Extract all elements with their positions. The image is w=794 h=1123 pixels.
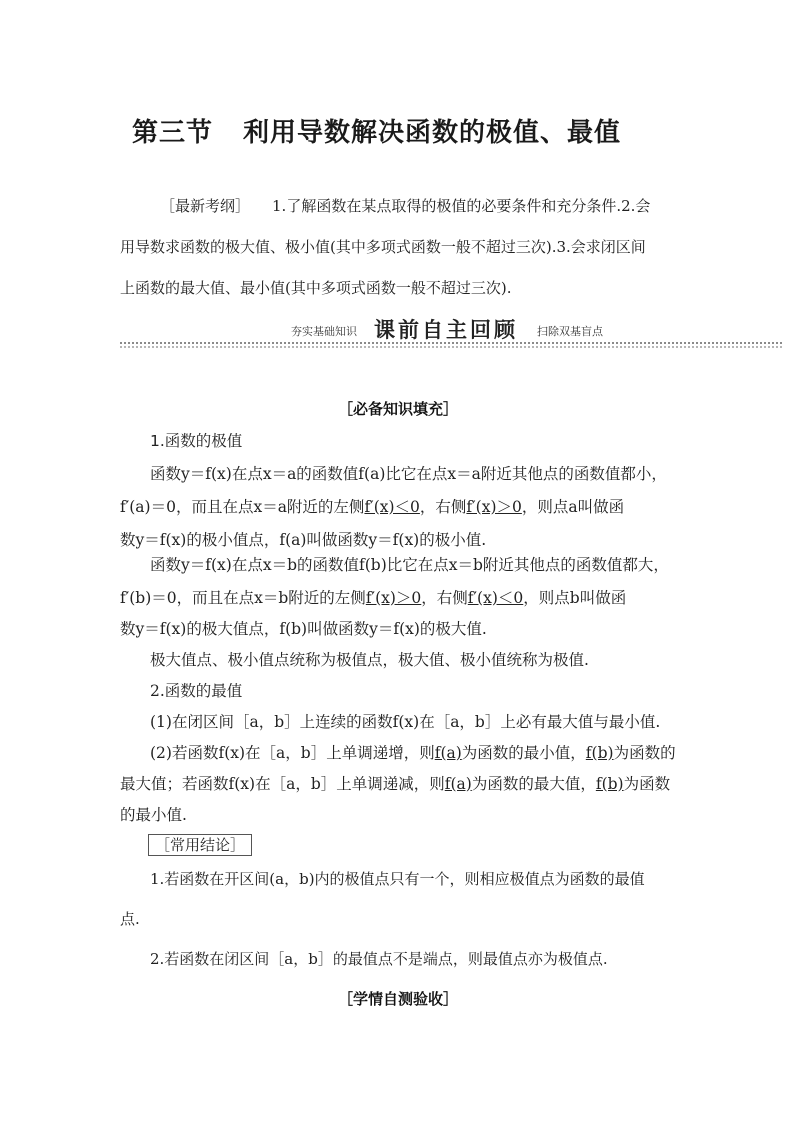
maxmin-para-2-line-1: (2)若函数f(x)在［a，b］上单调递增，则f(a)为函数的最小值，f(b)为函数的 [150,744,676,762]
answer-blank: f(a) [434,744,462,762]
max-para-line-1: 函数y＝f(x)在点x＝b的函数值f(b)比它在点x＝b附近其他点的函数值都大， [150,556,669,574]
item-heading-maxmin: 2.函数的最值 [150,682,243,700]
answer-blank: f′(x)＞0 [365,589,422,607]
section-heading-knowledge: ［必备知识填充］ [338,400,459,418]
syllabus-line-3: 上函数的最大值、最小值(其中多项式函数一般不超过三次). [120,279,512,297]
item-heading-extremum: 1.函数的极值 [150,432,243,450]
conclusion-1-line-2: 点. [120,910,140,928]
conclusion-2: 2.若函数在闭区间［a，b］的最值点不是端点，则最值点亦为极值点. [150,950,608,968]
answer-blank: f′(x)＜0 [364,498,420,516]
extremum-note: 极大值点、极小值点统称为极值点，极大值、极小值统称为极值. [150,651,589,669]
min-para-line-2: f′(a)＝0，而且在点x＝a附近的左侧f′(x)＜0，右侧f′(x)＞0，则点a叫做函 [120,498,625,516]
page-title: 第三节 利用导数解决函数的极值、最值 [132,118,622,148]
banner-title: 课前自主回顾 [374,318,518,342]
banner-left-text: 夯实基础知识 [291,325,357,338]
answer-blank: f(b) [585,744,614,762]
answer-blank: f′(x)＞0 [466,498,522,516]
banner-right-text: 扫除双基盲点 [537,325,603,338]
min-para-line-3: 数y＝f(x)的极小值点，f(a)叫做函数y＝f(x)的极小值. [120,531,487,549]
banner-divider-secondary [120,346,782,348]
maxmin-para-2-line-2: 最大值；若函数f(x)在［a，b］上单调递减，则f(a)为函数的最大值，f(b)为函数 [120,775,671,793]
section-heading-selftest: ［学情自测验收］ [338,990,459,1008]
answer-blank: f(a) [444,775,472,793]
answer-blank: f′(x)＜0 [467,589,524,607]
max-para-line-3: 数y＝f(x)的极大值点，f(b)叫做函数y＝f(x)的极大值. [120,620,487,638]
syllabus-line-2: 用导数求函数的极大值、极小值(其中多项式函数一般不超过三次).3.会求闭区间 [120,238,646,256]
answer-blank: f(b) [595,775,624,793]
common-conclusions-label: ［常用结论］ [148,834,252,855]
conclusion-1-line-1: 1.若函数在开区间(a，b)内的极值点只有一个，则相应极值点为函数的最值 [150,870,645,888]
maxmin-para-2-line-3: 的最小值. [120,806,187,824]
syllabus-label: ［最新考纲］ [160,197,251,215]
banner-divider [120,342,782,344]
maxmin-para-1: (1)在闭区间［a，b］上连续的函数f(x)在［a，b］上必有最大值与最小值. [150,713,661,731]
max-para-line-2: f′(b)＝0，而且在点x＝b附近的左侧f′(x)＞0，右侧f′(x)＜0，则点b叫做函 [120,589,627,607]
syllabus-line-1: ［最新考纲］ 1.了解函数在某点取得的极值的必要条件和充分条件.2.会 [160,197,651,215]
min-para-line-1: 函数y＝f(x)在点x＝a的函数值f(a)比它在点x＝a附近其他点的函数值都小， [150,465,667,483]
